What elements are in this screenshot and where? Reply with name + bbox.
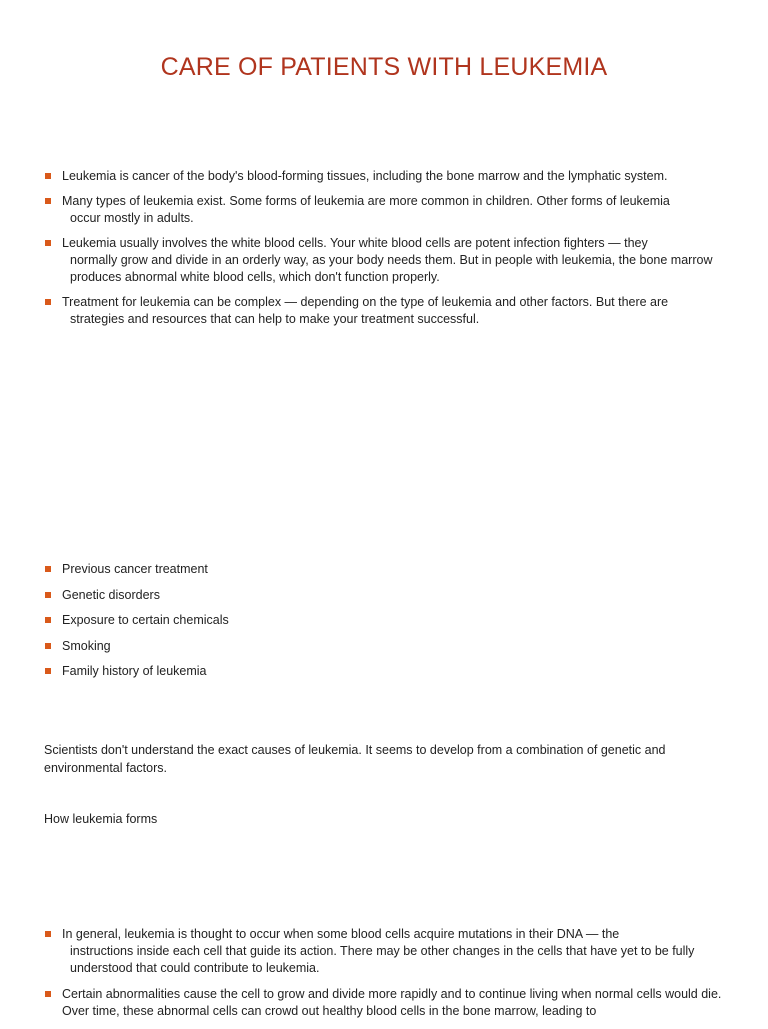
- bullet-text-continuation: normally grow and divide in an orderly way, as your body needs them. But in people with leukemia, the bone marrow produces abnormal white blood cells, which don't function properly.: [70, 253, 713, 284]
- risk-factor-text: Previous cancer treatment: [62, 562, 208, 576]
- bullet-text: Many types of leukemia exist. Some forms of leukemia are more common in children. Other forms of leukemia: [62, 194, 670, 208]
- bullet-text: Leukemia is cancer of the body's blood-forming tissues, including the bone marrow and the lymphatic system.: [62, 169, 668, 183]
- risk-factor-text: Family history of leukemia: [62, 664, 207, 679]
- square-bullet-icon: [45, 198, 51, 204]
- list-item: [44, 612, 724, 629]
- square-bullet-icon: [45, 240, 51, 246]
- square-bullet-icon: [45, 617, 51, 623]
- list-item: [44, 638, 724, 655]
- list-item: [44, 986, 724, 1020]
- list-item: [44, 587, 724, 604]
- list-item: [44, 926, 724, 977]
- page-title: CARE OF PATIENTS WITH LEUKEMIA: [160, 53, 608, 81]
- square-bullet-icon: [45, 931, 51, 937]
- square-bullet-icon: [45, 991, 51, 997]
- intro-bullet-list: [44, 168, 724, 336]
- square-bullet-icon: [45, 299, 51, 305]
- square-bullet-icon: [45, 592, 51, 598]
- risk-factor-text: Exposure to certain chemicals: [62, 613, 229, 628]
- bullet-text: Certain abnormalities cause the cell to grow and divide more rapidly and to continue living when normal cells would die. Over time, these abnormal cells can crowd out healthy blood cells in the bone marrow, leading to: [62, 987, 722, 1018]
- risk-factor-text: Smoking: [62, 638, 111, 653]
- list-item: [44, 294, 724, 328]
- square-bullet-icon: [45, 173, 51, 179]
- bullet-text: Leukemia usually involves the white blood cells. Your white blood cells are potent infection fighters — they: [62, 236, 648, 250]
- risk-factor-text: Genetic disorders: [62, 587, 160, 602]
- list-item: [44, 168, 724, 185]
- causes-paragraph: Scientists don't understand the exact causes of leukemia. It seems to develop from a combination of genetic and environmental factors.: [44, 743, 666, 775]
- square-bullet-icon: [45, 668, 51, 674]
- forms-bullet-list: [44, 926, 724, 1029]
- bullet-text-continuation: instructions inside each cell that guide its action. There may be other changes in the cells that have yet to be fully understood that could contribute to leukemia.: [70, 944, 695, 975]
- risk-factor-list: [44, 561, 724, 689]
- section-heading: How leukemia forms: [44, 812, 158, 826]
- bullet-text-continuation: occur mostly in adults.: [70, 211, 194, 225]
- list-item: [44, 561, 724, 578]
- square-bullet-icon: [45, 566, 51, 572]
- list-item: [44, 235, 724, 286]
- list-item: [44, 663, 724, 680]
- bullet-text: Treatment for leukemia can be complex — depending on the type of leukemia and other factors. But there are: [62, 295, 669, 309]
- bullet-text-continuation: strategies and resources that can help to make your treatment successful.: [70, 312, 480, 326]
- list-item: [44, 193, 724, 227]
- bullet-text: In general, leukemia is thought to occur when some blood cells acquire mutations in their DNA — the: [62, 927, 620, 941]
- square-bullet-icon: [45, 643, 51, 649]
